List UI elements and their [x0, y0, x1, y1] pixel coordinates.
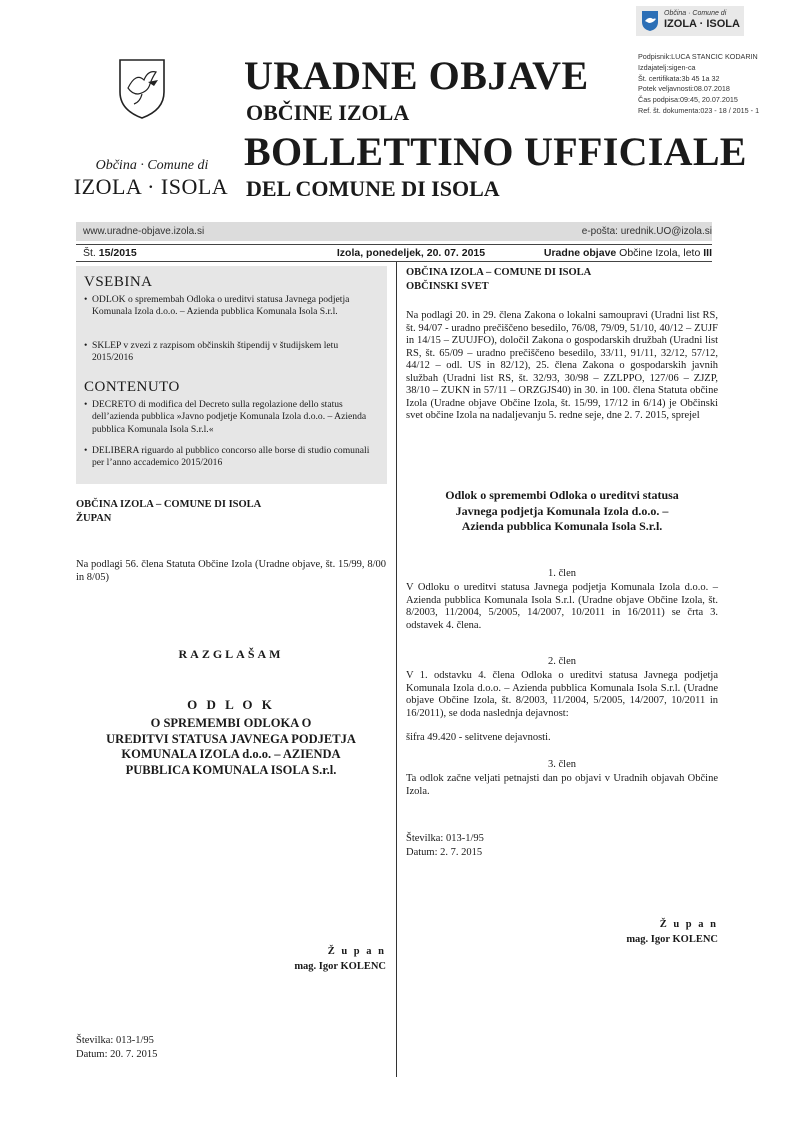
decree-title-line: O SPREMEMBI ODLOKA O: [150, 716, 312, 730]
decree-heading: O D L O K: [187, 697, 275, 712]
issuer-label: OBČINA IZOLA – COMUNE DI ISOLA: [76, 499, 262, 510]
signature-logo-top: Občina · Comune di: [664, 10, 727, 17]
article-text: V 1. odstavku 4. člena Odloka o ureditvi statusa Javnega podjetja Komunala Izola d.o.o. – Azienda pubblica Komunala Isola S.r.l. (Uradne objave Občine Izola, št. 8/2003, 11/2004, 5/2005, 14/2007, 10/2011 in 16/2011), se doda naslednja dejavnost:: [406, 670, 718, 719]
article-label: 3. člen: [548, 759, 576, 770]
signature-line: Št. certifikata:3b 45 1a 32: [638, 73, 720, 83]
article-extra: šifra 49.420 - selitvene dejavnosti.: [406, 732, 551, 743]
decree-title-line: UREDITVI STATUSA JAVNEGA PODJETJA: [106, 731, 356, 746]
mayor-name: mag. Igor KOLENC: [294, 961, 386, 972]
divider: [76, 244, 712, 245]
toc-item[interactable]: • SKLEP v zvezi z razpisom občinskih štipendij v študijskem letu 2015/2016: [84, 340, 339, 364]
legal-basis-paragraph: Na podlagi 20. in 29. člena Zakona o lokalni samoupravi (Uradni list RS, št. 94/07 - uradno prečiščeno besedilo, 76/08, 79/09, 51/10, 40/12 – ZUJF in 14/15 – ZUUJFO), določil Zakona o gospodarskih družbah (Uradni list RS, št. 65/09 – uradno prečiščeno besedilo, 33/11, 91/11, 32/12, 57/12, 44/12 – odl. US in 82/12), 25. člena Zakona o gospodarskih javnih službah (Uradni list RS, št. 32/93, 30/98 – ZZLPPO, 127/06 – ZJZP, 38/10 – ZUKN in 57/11 – ORZGJS40) in 30. in 100. člena Statuta občine Izola (Uradne objave Občine Izola, št. 15/99, 17/12 in 6/14) je Občinski svet občine Izola na nadaljevanju 5. redne seje, dne 2. 7. 2015, sprejel: [406, 310, 718, 421]
signature-line: Podpisnik:LUCA STANCIC KODARIN: [638, 52, 758, 61]
signature-line: Ref. št. dokumenta:023 - 18 / 2015 - 1: [638, 105, 760, 115]
issue-date: Izola, ponedeljek, 20. 07. 2015: [336, 247, 486, 259]
masthead-title-sl: URADNE OBJAVE: [244, 53, 589, 98]
toc-heading-it: CONTENUTO: [84, 379, 180, 395]
signature-line: Potek veljavnosti:08.07.2018: [638, 84, 730, 94]
ordinance-title-line: Azienda pubblica Komunala Isola S.r.l.: [461, 519, 663, 533]
document-number: Številka: 013-1/95: [406, 833, 484, 844]
signature-line: Izdajatelj:sigen-ca: [638, 62, 696, 72]
mayor-title: Ž u p a n: [659, 919, 718, 930]
shield-icon: [641, 10, 659, 32]
ordinance-title: [406, 488, 718, 535]
issue-number: Št. 15/2015: [83, 247, 137, 259]
decree-title: [76, 716, 386, 778]
document-date: Datum: 20. 7. 2015: [76, 1049, 158, 1060]
column-divider: [396, 262, 397, 1077]
article-text: Ta odlok začne veljati petnajsti dan po objavi v Uradnih objavah Občine Izola.: [406, 773, 718, 797]
decree-title-line: KOMUNALA IZOLA d.o.o. – AZIENDA: [121, 747, 341, 761]
mayor-name: mag. Igor KOLENC: [626, 934, 718, 945]
mayor-title: Ž u p a n: [327, 946, 386, 957]
body-label: OBČINSKI SVET: [406, 281, 489, 292]
signature-line: Čas podpisa:09:45, 20.07.2015: [638, 95, 738, 105]
municipality-crest-icon: [118, 58, 166, 120]
issuer-label: OBČINA IZOLA – COMUNE DI ISOLA: [406, 267, 592, 278]
proclamation: RAZGLAŠAM: [178, 647, 284, 661]
ordinance-title-line: Odlok o spremembi Odloka o ureditvi statusa: [445, 488, 679, 502]
masthead-subtitle-it: DEL COMUNE DI ISOLA: [246, 176, 500, 201]
edition-info: Uradne objave Občine Izola, leto III: [543, 247, 712, 259]
toc-heading-sl: VSEBINA: [84, 274, 153, 290]
role-label: ŽUPAN: [76, 513, 112, 524]
masthead-title-it: BOLLETTINO UFFICIALE: [244, 129, 747, 174]
website-link[interactable]: www.uradne-objave.izola.si: [83, 226, 205, 237]
article-label: 2. člen: [548, 656, 576, 667]
crest-label-bottom: IZOLA · ISOLA: [73, 174, 229, 199]
decree-title-line: PUBBLICA KOMUNALA ISOLA S.r.l.: [125, 762, 337, 777]
intro-paragraph: Na podlagi 56. člena Statuta Občine Izola (Uradne objave, št. 15/99, 8/00 in 8/05): [76, 559, 386, 583]
article-label: 1. člen: [548, 568, 576, 579]
toc-item[interactable]: • DELIBERA riguardo al pubblico concorso alle borse di studio comunali per l’anno accademico 2015/2016: [84, 445, 370, 469]
divider: [76, 261, 712, 262]
email-link[interactable]: e-pošta: urednik.UO@izola.si: [581, 226, 712, 237]
ordinance-title-line: Javnega podjetja Komunala Izola d.o.o. –: [455, 503, 669, 518]
masthead-subtitle-sl: OBČINE IZOLA: [246, 100, 410, 125]
signature-logo-bottom: IZOLA · ISOLA: [664, 18, 740, 30]
document-date: Datum: 2. 7. 2015: [406, 847, 483, 858]
toc-item[interactable]: • ODLOK o spremembah Odloka o ureditvi statusa Javnega podjetja Komunala Izola d.o.o. – Azienda pubblica Komunala Isola S.r.l.: [84, 294, 350, 318]
signature-details: [638, 52, 759, 117]
article-text: V Odloku o ureditvi statusa Javnega podjetja Komunala Izola d.o.o. – Azienda pubblica Komunala Isola S.r.l. (Uradne objave Občine Izola, št. 8/2003, 11/2004, 5/2005, 14/2007, 10/2011 in 16/2011) se črta 3. odstavek 4. člena.: [406, 582, 718, 631]
toc-item[interactable]: • DECRETO di modifica del Decreto sulla regolazione dello status dell’azienda pubblica »Javno podjetje Komunala Izola d.o.o. – Azienda pubblica Komunala Isola S.r.l.«: [84, 399, 367, 435]
document-number: Številka: 013-1/95: [76, 1035, 154, 1046]
crest-label-top: Občina · Comune di: [95, 158, 209, 173]
